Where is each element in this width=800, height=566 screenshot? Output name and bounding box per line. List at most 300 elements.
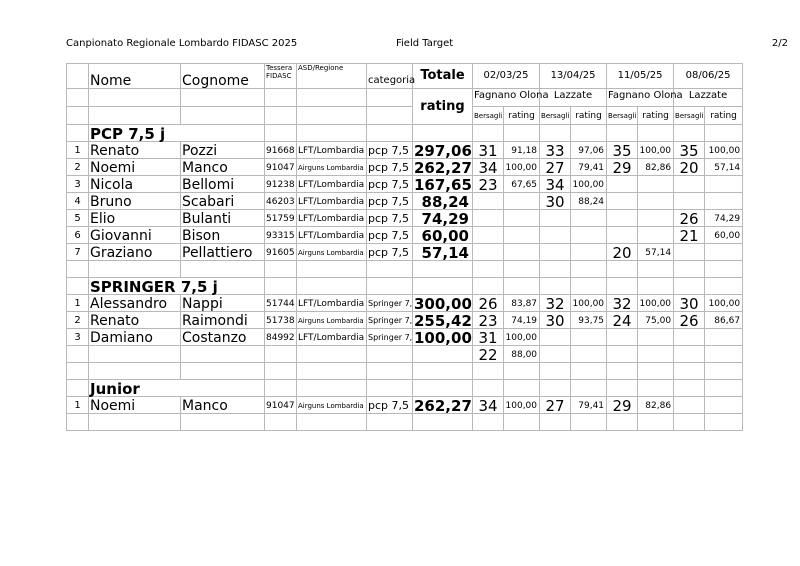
- blank-cell: [413, 414, 473, 431]
- blank-cell: [571, 414, 607, 431]
- bersagli-cell: 27: [540, 397, 571, 414]
- nome-cell: Renato: [89, 312, 181, 329]
- blank-cell: [638, 414, 674, 431]
- header-idx: [67, 64, 89, 89]
- cognome-cell: Pozzi: [181, 142, 265, 159]
- blank-cell: [67, 89, 89, 107]
- bersagli-cell: [540, 329, 571, 346]
- bersagli-cell: [674, 176, 705, 193]
- blank-cell: [265, 125, 297, 142]
- header-nome: Nome: [89, 64, 181, 89]
- bersagli-cell: 34: [473, 397, 504, 414]
- totale-cell: 255,42: [414, 312, 472, 330]
- blank-cell: [705, 380, 743, 397]
- rating-cell: [638, 210, 674, 227]
- rating-cell: 79,41: [571, 159, 607, 176]
- tessera-cell: 46203: [265, 193, 297, 210]
- rating-cell: [571, 346, 607, 363]
- rating-cell: [638, 329, 674, 346]
- nome-cell: Nicola: [89, 176, 181, 193]
- blank-cell: [540, 414, 571, 431]
- blank-cell: [297, 261, 367, 278]
- bersagli-cell: 31: [473, 142, 504, 159]
- blank-cell: [181, 107, 265, 125]
- rating-cell: 100,00: [571, 295, 607, 312]
- rating-cell: [504, 244, 540, 261]
- bersagli-cell: [607, 193, 638, 210]
- header-location-2: Lazzate: [540, 89, 607, 107]
- section-row: [67, 125, 743, 142]
- blank-cell: [89, 414, 181, 431]
- bersagli-cell: [607, 227, 638, 244]
- blank-cell: [473, 414, 504, 431]
- table-row: [67, 346, 743, 363]
- nome-cell: Giovanni: [89, 227, 181, 244]
- section-title: SPRINGER 7,5 j: [89, 278, 265, 295]
- bersagli-cell: [473, 244, 504, 261]
- bersagli-cell: 26: [674, 312, 705, 329]
- blank-cell: [297, 363, 367, 380]
- tessera-cell: 91047: [265, 397, 297, 414]
- blank-cell: [473, 380, 504, 397]
- rank-cell: 3: [67, 329, 89, 346]
- bersagli-cell: [473, 193, 504, 210]
- section-title: Junior: [89, 380, 265, 397]
- blank-cell: [265, 363, 297, 380]
- header-location-3: Fagnano Olona: [607, 89, 674, 107]
- section-row: [67, 380, 743, 397]
- rank-cell: 2: [67, 312, 89, 329]
- tessera-cell: 91668: [265, 142, 297, 159]
- blank-cell: [473, 363, 504, 380]
- blank-cell: [367, 414, 413, 431]
- blank-cell: [540, 278, 571, 295]
- cognome-cell: Costanzo: [181, 329, 265, 346]
- nome-cell: Elio: [89, 210, 181, 227]
- nome-cell: Graziano: [89, 244, 181, 261]
- rating-cell: 86,67: [705, 312, 743, 329]
- blank-cell: [504, 261, 540, 278]
- header-rating: rating: [413, 89, 473, 125]
- bersagli-cell: 23: [473, 176, 504, 193]
- blank-cell: [265, 261, 297, 278]
- nome-cell: Noemi: [89, 397, 181, 414]
- blank-row: [67, 414, 743, 431]
- totale-cell: 262,27: [414, 397, 472, 415]
- rank-cell: 1: [67, 397, 89, 414]
- bersagli-cell: 21: [674, 227, 705, 244]
- blank-cell: [265, 107, 297, 125]
- blank-cell: [367, 89, 413, 107]
- rank-cell: 1: [67, 142, 89, 159]
- nome-cell: Renato: [89, 142, 181, 159]
- rating-cell: [571, 227, 607, 244]
- blank-cell: [607, 261, 638, 278]
- totale-cell: 74,29: [413, 210, 473, 227]
- blank-cell: [89, 89, 181, 107]
- bersagli-cell: 22: [473, 346, 504, 363]
- categoria-cell: Springer 7,: [367, 295, 413, 312]
- bersagli-cell: 30: [674, 295, 705, 312]
- blank-cell: [297, 278, 367, 295]
- rating-cell: 57,14: [638, 244, 674, 261]
- blank-cell: [67, 363, 89, 380]
- rating-cell: 100,00: [504, 397, 540, 414]
- rating-cell: [705, 176, 743, 193]
- totale-cell: 60,00: [413, 227, 473, 244]
- blank-cell: [265, 278, 297, 295]
- rating-cell: [638, 227, 674, 244]
- categoria-cell: pcp 7,5: [367, 397, 413, 414]
- rating-cell: 67,65: [504, 176, 540, 193]
- table-row: [67, 312, 743, 329]
- tessera-cell: 93315: [265, 227, 297, 244]
- bersagli-cell: 30: [540, 193, 571, 210]
- rating-cell: [571, 329, 607, 346]
- bersagli-cell: 30: [540, 312, 571, 329]
- rating-cell: 88,24: [571, 193, 607, 210]
- rank-cell: 6: [67, 227, 89, 244]
- blank-cell: [540, 380, 571, 397]
- blank-cell: [265, 380, 297, 397]
- blank-cell: [607, 363, 638, 380]
- rating-cell: 88,00: [504, 346, 540, 363]
- bersagli-cell: 20: [607, 244, 638, 261]
- table-row: [67, 210, 743, 227]
- blank-cell: [638, 363, 674, 380]
- asd-cell: [297, 346, 367, 363]
- rank-cell: 1: [67, 295, 89, 312]
- blank-cell: [367, 278, 413, 295]
- blank-cell: [504, 125, 540, 142]
- blank-cell: [67, 414, 89, 431]
- nome-cell: Alessandro: [89, 295, 181, 312]
- results-table: [66, 63, 743, 431]
- blank-cell: [571, 125, 607, 142]
- bersagli-cell: 34: [473, 159, 504, 176]
- table-row: [67, 329, 743, 346]
- blank-cell: [297, 89, 367, 107]
- rating-cell: 91,18: [504, 142, 540, 159]
- blank-cell: [504, 380, 540, 397]
- blank-cell: [571, 278, 607, 295]
- blank-cell: [89, 363, 181, 380]
- categoria-cell: pcp 7,5: [367, 210, 413, 227]
- bersagli-cell: [674, 346, 705, 363]
- blank-cell: [89, 261, 181, 278]
- blank-cell: [367, 107, 413, 125]
- bersagli-cell: [607, 176, 638, 193]
- cognome-cell: Pellattiero: [181, 244, 265, 261]
- rating-cell: 79,41: [571, 397, 607, 414]
- nome-cell: Noemi: [89, 159, 181, 176]
- bersagli-cell: [473, 210, 504, 227]
- blank-row: [67, 261, 743, 278]
- categoria-cell: pcp 7,5: [367, 159, 413, 176]
- header-sub-rating: rating: [504, 107, 540, 125]
- blank-cell: [413, 363, 473, 380]
- table-row: [67, 397, 743, 414]
- bersagli-cell: [674, 329, 705, 346]
- header-sub-rating: rating: [638, 107, 674, 125]
- rating-cell: [638, 193, 674, 210]
- blank-cell: [638, 278, 674, 295]
- blank-cell: [181, 89, 265, 107]
- header-date-4: 08/06/25: [674, 64, 743, 89]
- blank-cell: [540, 125, 571, 142]
- blank-cell: [674, 363, 705, 380]
- discipline-label: Field Target: [396, 38, 454, 49]
- header-bersagli: Bersagli: [540, 107, 571, 125]
- header-bersagli: Bersagli: [473, 107, 504, 125]
- tessera-cell: 91047: [265, 159, 297, 176]
- blank-cell: [607, 278, 638, 295]
- blank-cell: [674, 261, 705, 278]
- cognome-cell: Bulanti: [181, 210, 265, 227]
- totale-cell: 167,65: [414, 176, 472, 194]
- rating-cell: 100,00: [705, 295, 743, 312]
- bersagli-cell: [473, 227, 504, 244]
- blank-cell: [181, 414, 265, 431]
- asd-cell: LFT/Lombardia: [297, 193, 367, 210]
- bersagli-cell: [540, 227, 571, 244]
- blank-cell: [367, 125, 413, 142]
- categoria-cell: pcp 7,5: [367, 193, 413, 210]
- blank-row: [67, 363, 743, 380]
- bersagli-cell: 35: [674, 142, 705, 159]
- categoria-cell: pcp 7,5: [367, 227, 413, 244]
- blank-cell: [67, 261, 89, 278]
- categoria-cell: [367, 346, 413, 363]
- totale-cell: 88,24: [413, 193, 473, 210]
- bersagli-cell: 26: [473, 295, 504, 312]
- header-date-2: 13/04/25: [540, 64, 607, 89]
- doc-title: Canpionato Regionale Lombardo FIDASC 2025: [66, 38, 298, 49]
- blank-cell: [413, 261, 473, 278]
- blank-cell: [297, 125, 367, 142]
- blank-cell: [367, 380, 413, 397]
- blank-cell: [367, 363, 413, 380]
- table-row: [67, 295, 743, 312]
- asd-cell: LFT/Lombardia: [297, 329, 367, 346]
- table-row: [67, 176, 743, 193]
- blank-cell: [607, 414, 638, 431]
- blank-cell: [674, 414, 705, 431]
- rating-cell: 100,00: [638, 295, 674, 312]
- tessera-cell: 51738: [265, 312, 297, 329]
- nome-cell: [89, 346, 181, 363]
- header-tessera: Tessera FIDASC: [265, 64, 297, 89]
- bersagli-cell: 35: [607, 142, 638, 159]
- cognome-cell: Bellomi: [181, 176, 265, 193]
- categoria-cell: pcp 7,5: [367, 244, 413, 261]
- header-bersagli: Bersagli: [607, 107, 638, 125]
- tessera-cell: [265, 346, 297, 363]
- rating-cell: 100,00: [638, 142, 674, 159]
- bersagli-cell: 29: [607, 159, 638, 176]
- blank-cell: [67, 107, 89, 125]
- tessera-cell: 51759: [265, 210, 297, 227]
- bersagli-cell: 31: [473, 329, 504, 346]
- blank-cell: [181, 261, 265, 278]
- bersagli-cell: 27: [540, 159, 571, 176]
- rating-cell: [638, 346, 674, 363]
- blank-cell: [297, 380, 367, 397]
- blank-cell: [638, 261, 674, 278]
- bersagli-cell: [540, 210, 571, 227]
- table-row: [67, 227, 743, 244]
- header-location-1: Fagnano Olona: [473, 89, 540, 107]
- rating-cell: 74,19: [504, 312, 540, 329]
- bersagli-cell: 29: [607, 397, 638, 414]
- bersagli-cell: 24: [607, 312, 638, 329]
- rating-cell: [705, 244, 743, 261]
- asd-cell: Airguns Lombardia: [297, 244, 367, 261]
- rating-cell: 82,86: [638, 397, 674, 414]
- header-totale: Totale: [413, 64, 473, 89]
- totale-cell: 57,14: [413, 244, 473, 261]
- blank-cell: [705, 278, 743, 295]
- asd-cell: Airguns Lombardia: [297, 397, 367, 414]
- rating-cell: [705, 329, 743, 346]
- blank-cell: [297, 107, 367, 125]
- bersagli-cell: [674, 244, 705, 261]
- totale-cell: 297,06: [414, 142, 472, 160]
- tessera-cell: 91605: [265, 244, 297, 261]
- rating-cell: 75,00: [638, 312, 674, 329]
- rating-cell: 60,00: [705, 227, 743, 244]
- asd-cell: LFT/Lombardia: [297, 227, 367, 244]
- blank-cell: [571, 261, 607, 278]
- asd-cell: LFT/Lombardia: [297, 176, 367, 193]
- rating-cell: [571, 210, 607, 227]
- table-row: [67, 142, 743, 159]
- section-title: PCP 7,5 j: [89, 125, 265, 142]
- asd-cell: Airguns Lombardia: [297, 312, 367, 329]
- rating-cell: 57,14: [705, 159, 743, 176]
- rating-cell: 100,00: [705, 142, 743, 159]
- blank-cell: [181, 363, 265, 380]
- bersagli-cell: 34: [540, 176, 571, 193]
- rating-cell: 93,75: [571, 312, 607, 329]
- header-sub-rating: rating: [705, 107, 743, 125]
- blank-cell: [89, 107, 181, 125]
- rating-cell: 100,00: [504, 329, 540, 346]
- totale-cell: 262,27: [414, 159, 472, 177]
- blank-cell: [705, 363, 743, 380]
- blank-cell: [674, 125, 705, 142]
- totale-cell: [413, 346, 473, 363]
- blank-cell: [413, 380, 473, 397]
- blank-cell: [638, 125, 674, 142]
- bersagli-cell: [674, 397, 705, 414]
- blank-cell: [473, 261, 504, 278]
- blank-cell: [67, 125, 89, 142]
- tessera-cell: 84992: [265, 329, 297, 346]
- tessera-cell: 51744: [265, 295, 297, 312]
- blank-cell: [674, 278, 705, 295]
- rating-cell: [504, 210, 540, 227]
- blank-cell: [265, 414, 297, 431]
- categoria-cell: pcp 7,5: [367, 142, 413, 159]
- blank-cell: [540, 261, 571, 278]
- rating-cell: 97,06: [571, 142, 607, 159]
- totale-cell: 100,00: [414, 329, 472, 347]
- page-number: 2/2: [771, 38, 788, 49]
- blank-cell: [473, 278, 504, 295]
- blank-cell: [297, 414, 367, 431]
- cognome-cell: Nappi: [181, 295, 265, 312]
- header-sub-rating: rating: [571, 107, 607, 125]
- blank-cell: [265, 89, 297, 107]
- rating-cell: 100,00: [571, 176, 607, 193]
- rating-cell: 74,29: [705, 210, 743, 227]
- rank-cell: 5: [67, 210, 89, 227]
- bersagli-cell: [607, 346, 638, 363]
- rank-cell: 2: [67, 159, 89, 176]
- header-cognome: Cognome: [181, 64, 265, 89]
- blank-cell: [367, 261, 413, 278]
- blank-cell: [571, 363, 607, 380]
- rating-cell: [705, 346, 743, 363]
- cognome-cell: Scabari: [181, 193, 265, 210]
- blank-cell: [413, 125, 473, 142]
- bersagli-cell: [607, 210, 638, 227]
- rank-cell: [67, 346, 89, 363]
- rank-cell: 7: [67, 244, 89, 261]
- header-location-4: Lazzate: [674, 89, 743, 107]
- blank-cell: [413, 278, 473, 295]
- cognome-cell: [181, 346, 265, 363]
- cognome-cell: Raimondi: [181, 312, 265, 329]
- asd-cell: LFT/Lombardia: [297, 210, 367, 227]
- table-row: [67, 193, 743, 210]
- table-row: [67, 159, 743, 176]
- header-date-1: 02/03/25: [473, 64, 540, 89]
- rating-cell: [705, 193, 743, 210]
- header-bersagli: Bersagli: [674, 107, 705, 125]
- rating-cell: 100,00: [504, 159, 540, 176]
- cognome-cell: Bison: [181, 227, 265, 244]
- cognome-cell: Manco: [181, 397, 265, 414]
- blank-cell: [504, 278, 540, 295]
- blank-cell: [705, 125, 743, 142]
- blank-cell: [67, 380, 89, 397]
- rating-cell: [504, 227, 540, 244]
- blank-cell: [607, 380, 638, 397]
- blank-cell: [473, 125, 504, 142]
- bersagli-cell: [540, 346, 571, 363]
- rating-cell: [638, 176, 674, 193]
- nome-cell: Bruno: [89, 193, 181, 210]
- rank-cell: 4: [67, 193, 89, 210]
- rating-cell: [571, 244, 607, 261]
- categoria-cell: Springer 7,: [367, 312, 413, 329]
- header-categoria: categoria: [367, 64, 413, 89]
- bersagli-cell: 32: [540, 295, 571, 312]
- asd-cell: Airguns Lombardia: [297, 159, 367, 176]
- bersagli-cell: 23: [473, 312, 504, 329]
- blank-cell: [705, 414, 743, 431]
- blank-cell: [705, 261, 743, 278]
- blank-cell: [674, 380, 705, 397]
- nome-cell: Damiano: [89, 329, 181, 346]
- bersagli-cell: [607, 329, 638, 346]
- rating-cell: [705, 397, 743, 414]
- rank-cell: 3: [67, 176, 89, 193]
- bersagli-cell: [674, 193, 705, 210]
- tessera-cell: 91238: [265, 176, 297, 193]
